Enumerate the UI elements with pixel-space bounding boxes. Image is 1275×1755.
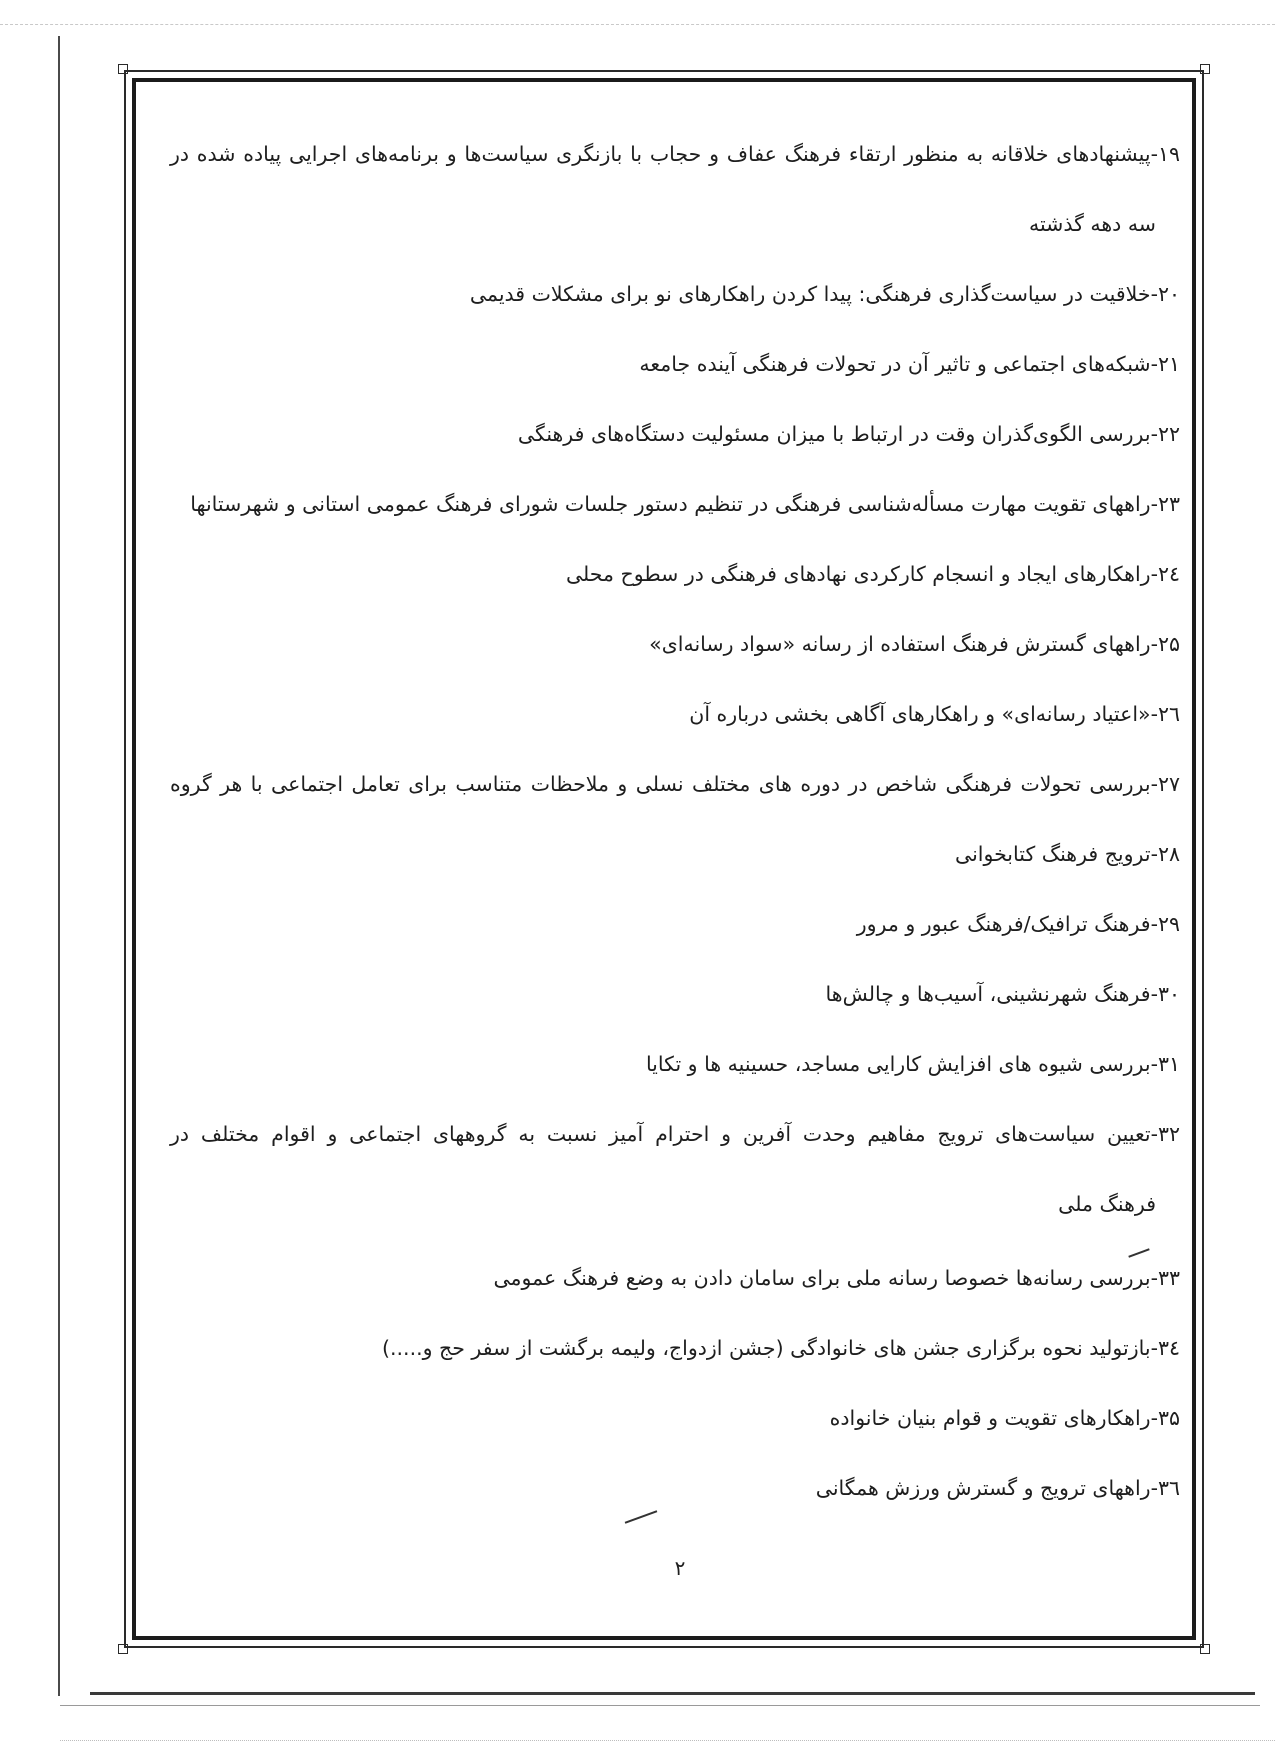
item-separator: -	[1150, 842, 1158, 866]
list-item	[170, 840, 1180, 868]
frame-corner	[118, 64, 128, 74]
item-text: راهکارهای ایجاد و انسجام کارکردی نهادهای فرهنگی در سطوح محلی	[565, 562, 1151, 586]
item-text: بررسی تحولات فرهنگی شاخص در دوره های مختلف نسلی و ملاحظات متناسب برای تعامل اجتماعی با هر گروه	[170, 772, 1151, 796]
page-number: ۲	[674, 1556, 686, 1580]
item-number: ۳۳	[1157, 1266, 1180, 1290]
item-separator: -	[1150, 1336, 1158, 1360]
frame-corner	[1200, 1644, 1210, 1654]
item-text: راههای ترویج و گسترش ورزش همگانی	[815, 1476, 1151, 1500]
item-continuation: فرهنگ ملی	[1058, 1192, 1156, 1216]
list-item	[170, 980, 1180, 1008]
list-item	[170, 1404, 1180, 1432]
item-separator: -	[1150, 492, 1158, 516]
scan-top-edge	[0, 24, 1275, 26]
scan-foot-edge	[60, 1740, 1275, 1742]
item-separator: -	[1150, 632, 1158, 656]
item-text: بازتولید نحوه برگزاری جشن های خانوادگی (جشن ازدواج، ولیمه برگشت از سفر حج و.....)	[382, 1336, 1151, 1360]
item-text: «اعتیاد رسانه‌ای» و راهکارهای آگاهی بخشی درباره آن	[689, 702, 1151, 726]
item-text: راهکارهای تقویت و قوام بنیان خانواده	[829, 1406, 1151, 1430]
item-separator: -	[1150, 282, 1158, 306]
list-item	[170, 910, 1180, 938]
item-text: تعیین سیاست‌های ترویج مفاهیم وحدت آفرین و احترام آمیز نسبت به گروههای اجتماعی و اقوام مختلف در	[170, 1122, 1151, 1146]
item-text: بررسی شیوه های افزایش کارایی مساجد، حسینیه ها و تکایا	[645, 1052, 1151, 1076]
item-separator: -	[1150, 1266, 1158, 1290]
list-item	[170, 350, 1180, 378]
item-text: راههای تقویت مهارت مسأله‌شناسی فرهنگی در تنظیم دستور جلسات شورای فرهنگ عمومی استانی و شهرستانها	[190, 492, 1151, 516]
item-text: بررسی رسانه‌ها خصوصا رسانه ملی برای سامان دادن به وضع فرهنگ عمومی	[493, 1266, 1151, 1290]
item-text: راههای گسترش فرهنگ استفاده از رسانه «سواد رسانه‌ای»	[649, 632, 1151, 656]
item-number: ۲۳	[1157, 492, 1180, 516]
item-separator: -	[1150, 1122, 1158, 1146]
item-separator: -	[1150, 702, 1158, 726]
scan-bottom-edge-shadow	[60, 1705, 1260, 1706]
list-item	[170, 420, 1180, 448]
item-number: ۳۰	[1157, 982, 1180, 1006]
list-item	[170, 560, 1180, 588]
list-item	[170, 630, 1180, 658]
item-text: بررسی الگوی‌گذران وقت در ارتباط با میزان مسئولیت دستگاه‌های فرهنگی	[517, 422, 1151, 446]
item-text: ترویج فرهنگ کتابخوانی	[955, 842, 1151, 866]
item-separator: -	[1150, 912, 1158, 936]
item-number: ۳٦	[1157, 1476, 1180, 1500]
list-item	[170, 770, 1180, 798]
item-number: ۱۹	[1157, 142, 1180, 166]
item-separator: -	[1150, 562, 1158, 586]
list-item	[170, 1050, 1180, 1078]
item-separator: -	[1150, 982, 1158, 1006]
list-item	[170, 490, 1180, 518]
item-number: ۲۹	[1157, 912, 1180, 936]
frame-corner	[1200, 64, 1210, 74]
item-number: ۳٤	[1157, 1336, 1180, 1360]
item-separator: -	[1150, 1406, 1158, 1430]
item-separator: -	[1150, 1476, 1158, 1500]
list-item	[170, 700, 1180, 728]
item-continuation: سه دهه گذشته	[1028, 212, 1156, 236]
item-separator: -	[1150, 422, 1158, 446]
item-number: ۲۱	[1157, 352, 1180, 376]
list-item	[170, 1474, 1180, 1502]
item-number: ۳۱	[1157, 1052, 1180, 1076]
list-item	[170, 1264, 1180, 1292]
item-separator: -	[1150, 142, 1158, 166]
item-number: ۲۷	[1157, 772, 1180, 796]
item-number: ۲٤	[1157, 562, 1180, 586]
item-number: ۲۸	[1157, 842, 1180, 866]
item-number: ۲۲	[1157, 422, 1180, 446]
list-item	[170, 280, 1180, 308]
item-number: ۳۲	[1157, 1122, 1180, 1146]
item-text: پیشنهادهای خلاقانه به منظور ارتقاء فرهنگ عفاف و حجاب با بازنگری سیاست‌ها و برنامه‌های اجرایی پیاده شده در	[170, 142, 1151, 166]
list-item	[170, 140, 1180, 168]
item-separator: -	[1150, 772, 1158, 796]
item-number: ۲۵	[1157, 632, 1180, 656]
item-separator: -	[1150, 1052, 1158, 1076]
item-number: ۲٦	[1157, 702, 1180, 726]
item-text: شبکه‌های اجتماعی و تاثیر آن در تحولات فرهنگی آینده جامعه	[639, 352, 1151, 376]
list-item	[170, 1120, 1180, 1148]
frame-corner	[118, 1644, 128, 1654]
item-number: ۳۵	[1157, 1406, 1180, 1430]
scan-bottom-edge	[90, 1692, 1255, 1695]
list-item	[170, 1334, 1180, 1362]
item-number: ۲۰	[1157, 282, 1180, 306]
item-separator: -	[1150, 352, 1158, 376]
item-text: خلاقیت در سیاست‌گذاری فرهنگی: پیدا کردن راهکارهای نو برای مشکلات قدیمی	[469, 282, 1151, 306]
scan-left-edge	[58, 36, 60, 1696]
item-text: فرهنگ شهرنشینی، آسیب‌ها و چالش‌ها	[825, 982, 1151, 1006]
item-text: فرهنگ ترافیک/فرهنگ عبور و مرور	[856, 912, 1151, 936]
